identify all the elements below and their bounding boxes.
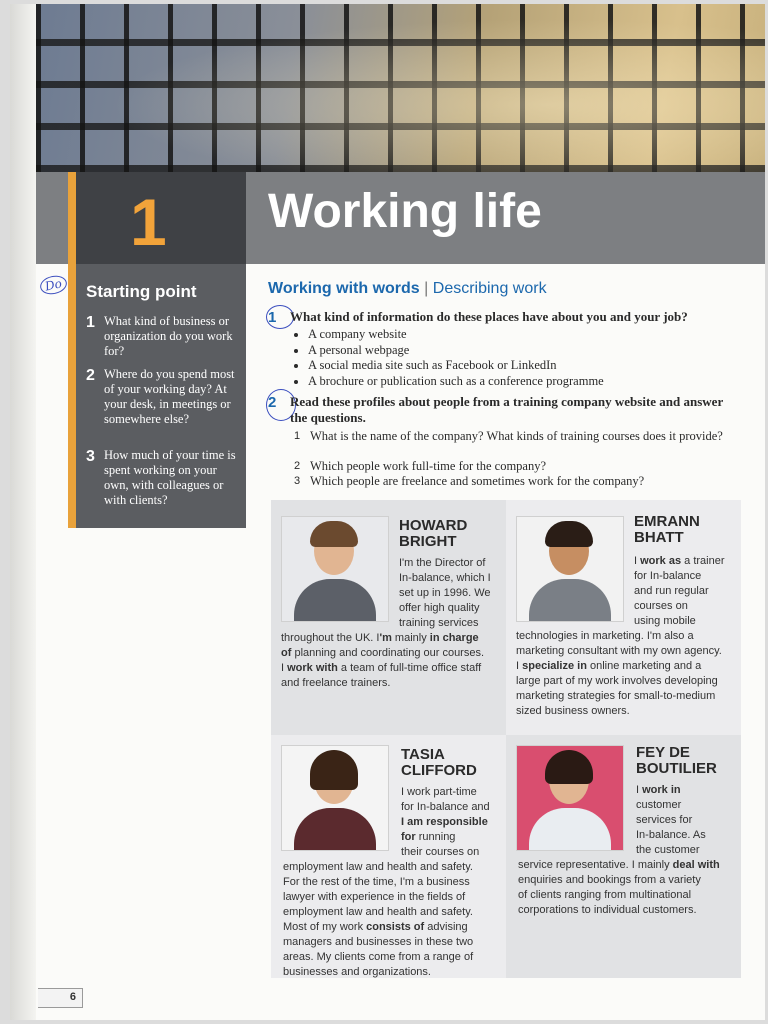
text-line: I work part-time xyxy=(401,786,477,798)
text-line: marketing consultant with my own agency. xyxy=(516,645,722,657)
profile-photo xyxy=(516,516,624,622)
text-line: services for xyxy=(636,814,693,826)
name-line: HOWARD xyxy=(399,517,468,534)
text-line: for In-balance xyxy=(634,570,702,582)
sub-question-number: 3 xyxy=(294,475,301,487)
profile-text-wrap xyxy=(399,556,503,631)
sub-question xyxy=(294,429,734,444)
text-line: and freelance trainers. xyxy=(281,677,391,689)
name-line: FEY DE xyxy=(636,744,690,761)
profile-fey-de-boutilier xyxy=(506,735,741,978)
profile-text-wrap xyxy=(636,783,740,858)
text-line: and run regular xyxy=(634,585,709,597)
profile-photo xyxy=(281,745,389,851)
starting-point-question xyxy=(86,367,242,427)
profile-text-full xyxy=(281,631,506,691)
profile-photo xyxy=(516,745,624,851)
text-line: courses on xyxy=(634,600,688,612)
text-line: sized business owners. xyxy=(516,705,630,717)
profile-text-full xyxy=(516,629,741,719)
text-line: areas. My clients come from a range of xyxy=(283,951,474,963)
text-line: large part of my work involves developing xyxy=(516,675,718,687)
text-line: their courses on xyxy=(401,846,480,858)
profile-text-full xyxy=(283,860,505,980)
profiles-panel xyxy=(271,500,741,978)
question-text: How much of your time is spent working on your own, with colleagues or with clients? xyxy=(104,448,236,507)
starting-point-title: Starting point xyxy=(86,282,197,301)
text-line: offer high quality xyxy=(399,602,480,614)
exercise-1-bullets xyxy=(296,327,604,389)
profile-name xyxy=(634,514,700,546)
unit-number: 1 xyxy=(130,185,167,259)
text-line: technologies in marketing. I'm also a xyxy=(516,630,694,642)
text-line: customer xyxy=(636,799,682,811)
text-line: Most of my work consists of advising xyxy=(283,921,468,933)
text-line: managers and businesses in these two xyxy=(283,936,474,948)
text-line: I work with a team of full-time office staff xyxy=(281,662,482,674)
section-title: Working with words xyxy=(268,280,420,297)
exercise-instruction: What kind of information do these places have about you and your job? xyxy=(290,309,688,324)
text-line: businesses and organizations. xyxy=(283,966,431,978)
handwritten-annotation: Do xyxy=(38,273,68,296)
profile-text-wrap xyxy=(401,785,505,860)
text-line: I specialize in online marketing and a xyxy=(516,660,702,672)
unit-title: Working life xyxy=(268,185,542,238)
profile-howard-bright xyxy=(271,500,506,735)
textbook-page xyxy=(10,4,765,1020)
profile-text-wrap xyxy=(634,554,738,629)
text-line: throughout the UK. I'm mainly in charge xyxy=(281,632,479,644)
profile-name xyxy=(399,518,467,550)
name-line: BRIGHT xyxy=(399,533,457,550)
profile-tasia-clifford xyxy=(271,735,506,978)
page-number-tab xyxy=(38,988,83,1008)
text-line: using mobile xyxy=(634,615,696,627)
starting-point-box xyxy=(76,264,246,528)
exercise-number: 2 xyxy=(268,394,277,411)
text-line: I work in xyxy=(636,784,681,796)
profile-name xyxy=(401,747,477,779)
exercise-instruction: Read these profiles about people from a training company website and answer the questions. xyxy=(290,394,723,425)
text-line: employment law and health and safety. xyxy=(283,906,473,918)
question-number: 3 xyxy=(86,448,95,465)
text-line: employment law and health and safety. xyxy=(283,861,473,873)
text-line: training services xyxy=(399,617,479,629)
page-spine-shadow xyxy=(10,4,36,1020)
sub-question-text: Which people work full-time for the company? xyxy=(310,459,547,473)
exercise-number: 1 xyxy=(268,309,277,326)
bullet-item: • A social media site such as Facebook or LinkedIn xyxy=(308,358,604,374)
bullet-item: • A brochure or publication such as a conference programme xyxy=(308,374,604,390)
starting-point-question xyxy=(86,448,242,508)
text-line: for running xyxy=(401,831,456,843)
profile-emrann-bhatt xyxy=(506,500,741,735)
sub-question-text: What is the name of the company? What kinds of training courses does it provide? xyxy=(310,429,723,443)
name-line: BHATT xyxy=(634,529,684,546)
section-subtitle: Describing work xyxy=(432,280,547,297)
text-line: of planning and coordinating our courses. xyxy=(281,647,485,659)
name-line: EMRANN xyxy=(634,513,700,530)
starting-point-question xyxy=(86,314,242,359)
exercise-2 xyxy=(268,394,743,426)
text-line: for In-balance and xyxy=(401,801,490,813)
text-line: corporations to individual customers. xyxy=(518,904,697,916)
text-line: the customer xyxy=(636,844,700,856)
orange-accent-strip xyxy=(68,172,76,528)
exercise-1 xyxy=(268,309,738,326)
text-line: For the rest of the time, I'm a business xyxy=(283,876,470,888)
profile-photo xyxy=(281,516,389,622)
question-number: 2 xyxy=(86,367,95,384)
bullet-item: • A personal webpage xyxy=(308,343,604,359)
question-number: 1 xyxy=(86,314,95,331)
profile-name xyxy=(636,745,717,777)
text-line: marketing strategies for small-to-medium xyxy=(516,690,716,702)
text-line: I am responsible xyxy=(401,816,488,828)
office-building-photo xyxy=(36,4,765,172)
bullet-item: • A company website xyxy=(308,327,604,343)
name-line: CLIFFORD xyxy=(401,762,477,779)
sub-question-number: 1 xyxy=(294,430,301,442)
section-heading xyxy=(268,280,547,298)
profile-text-full xyxy=(518,858,740,918)
sub-question-number: 2 xyxy=(294,460,301,472)
section-separator: | xyxy=(424,280,429,297)
name-line: BOUTILIER xyxy=(636,760,717,777)
text-line: I work as a trainer xyxy=(634,555,725,567)
name-line: TASIA xyxy=(401,746,445,763)
text-line: of clients ranging from multinational xyxy=(518,889,692,901)
question-text: What kind of business or organization do you work for? xyxy=(104,314,233,358)
text-line: In-balance, which I xyxy=(399,572,491,584)
text-line: set up in 1996. We xyxy=(399,587,491,599)
sub-question-text: Which people are freelance and sometimes work for the company? xyxy=(310,474,645,488)
text-line: service representative. I mainly deal with xyxy=(518,859,720,871)
sub-question xyxy=(294,474,734,489)
text-line: I'm the Director of xyxy=(399,557,486,569)
sub-question xyxy=(294,459,734,474)
text-line: In-balance. As xyxy=(636,829,706,841)
text-line: enquiries and bookings from a variety xyxy=(518,874,701,886)
question-text: Where do you spend most of your working day? At your desk, in meetings or somewhere else? xyxy=(104,367,235,426)
page-number: 6 xyxy=(69,991,76,1003)
text-line: lawyer with experience in the fields of xyxy=(283,891,466,903)
